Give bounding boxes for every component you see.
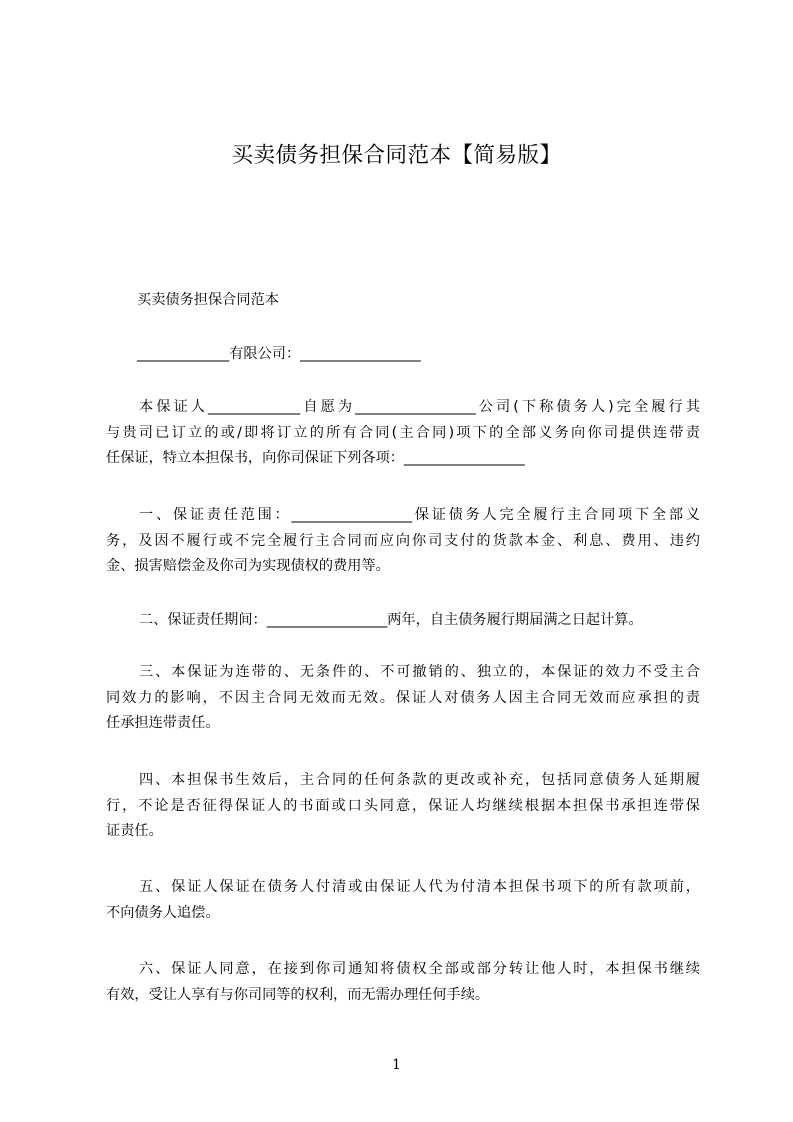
paragraph-line: 务，及因不履行或不完全履行主合同而应向你司支付的货款本金、利息、费用、违约 (106, 532, 700, 549)
paragraph-line: 与贵司已订立的或/即将订立的所有合同(主合同)项下的全部义务向你司提供连带责 (106, 424, 700, 441)
clause-4-paragraph (106, 768, 700, 845)
paragraph-line: 行，不论是否征得保证人的书面或口头同意，保证人均继续根据本担保书承担连带保 (106, 797, 700, 814)
intro-paragraph (106, 395, 700, 472)
document-subtitle: 买卖债务担保合同范本 (137, 292, 279, 308)
paragraph-line: 同效力的影响，不因主合同无效而无效。保证人对债务人因主合同无效而应承担的责 (106, 689, 700, 706)
paragraph-line: 本保证人_____________自愿为_________________公司(下称债务人)完全履行其 (139, 399, 700, 415)
clause-1-paragraph (106, 503, 700, 580)
paragraph-line: 四、本担保书生效后，主合同的任何条款的更改或补充，包括同意债务人延期履 (139, 772, 700, 788)
paragraph-line: 证责任。 (106, 823, 163, 840)
paragraph-line: 金、损害赔偿金及你司为实现债权的费用等。 (106, 558, 390, 575)
paragraph-line: 一、保证责任范围：_________________保证债务人完全履行主合同项下全部义 (139, 507, 700, 523)
paragraph-line: 三、本保证为连带的、无条件的、不可撤销的、独立的，本保证的效力不受主合 (139, 664, 700, 680)
paragraph-line: 任保证，特立本担保书，向你司保证下列各项：_________________ (106, 450, 525, 467)
clause-5-paragraph (106, 875, 700, 926)
paragraph-line: 二、保证责任期间：_________________两年，自主债务履行期届满之日起计算。 (139, 612, 643, 628)
document-title: 买卖债务担保合同范本【简易版】 (231, 143, 562, 168)
paragraph-line: 不向债务人追偿。 (106, 904, 220, 921)
clause-6-paragraph (106, 957, 700, 1008)
paragraph-line: 五、保证人保证在债务人付清或由保证人代为付清本担保书项下的所有款项前， (139, 879, 700, 895)
addressee-line: _____________有限公司：_________________ (137, 346, 421, 362)
paragraph-line: 六、保证人同意，在接到你司通知将债权全部或部分转让他人时，本担保书继续 (139, 961, 700, 977)
paragraph-line: 有效，受让人享有与你司同等的权利，而无需办理任何手续。 (106, 986, 490, 1003)
page-number: 1 (392, 1057, 401, 1073)
clause-3-paragraph (106, 660, 700, 737)
clause-2-paragraph (106, 608, 700, 634)
paragraph-line: 任承担连带责任。 (106, 715, 220, 732)
